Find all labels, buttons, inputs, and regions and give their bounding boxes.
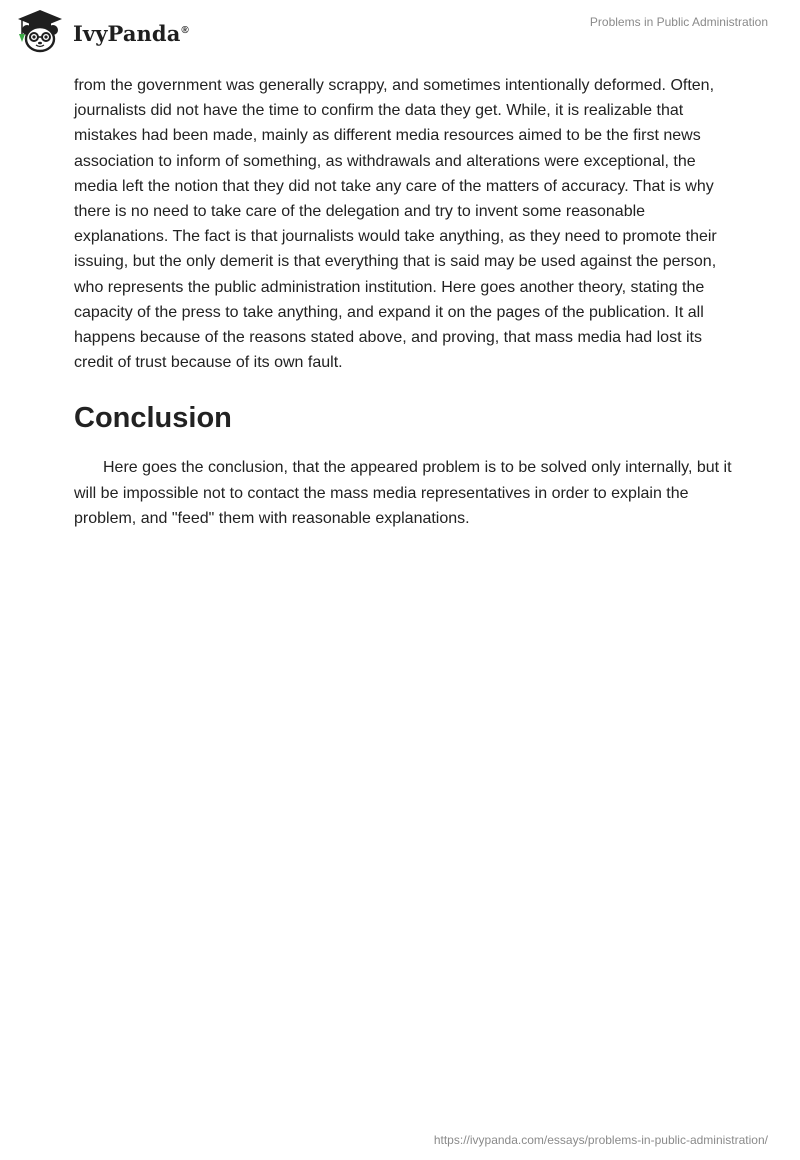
registered-mark: ®: [181, 24, 189, 36]
section-heading-conclusion: Conclusion: [74, 402, 232, 435]
document-title: Problems in Public Administration: [589, 15, 768, 29]
panda-graduate-icon: [14, 8, 66, 54]
body-paragraph-conclusion: Here goes the conclusion, that the appeared problem is to be solved only internally, but it will be impossible not to contact the mass media representatives in order to explain the problem, and "feed" them with reasonable explanations.: [74, 459, 732, 527]
ivypanda-logo[interactable]: [14, 8, 189, 54]
essay-content: [74, 73, 734, 531]
footer-source-url[interactable]: https://ivypanda.com/essays/problems-in-public-administration/: [433, 1133, 768, 1147]
logo-wordmark: IvyPanda®: [73, 20, 189, 46]
body-paragraph: from the government was generally scrappy, and sometimes intentionally deformed. Often, journalists did not have the time to confirm the data they get. While, it is realizable that mistakes had been made, mainly as different media resources aimed to be the first news association to inform of something, as withdrawals and alterations were exceptional, the media left the notion that they did not take any care of the matters of accuracy. That is why there is no need to take care of the delegation and try to invent some reasonable explanations. The fact is that journalists would take anything, as they need to promote their issuing, but the only demerit is that everything that is said may be used against the person, who represents the public administration institution. Here goes another theory, stating the capacity of the press to take anything, and expand it on the pages of the publication. It all happens because of the reasons stated above, and proving, that mass media had lost its credit of trust because of its own fault.: [74, 77, 717, 372]
page-header: [0, 0, 800, 64]
